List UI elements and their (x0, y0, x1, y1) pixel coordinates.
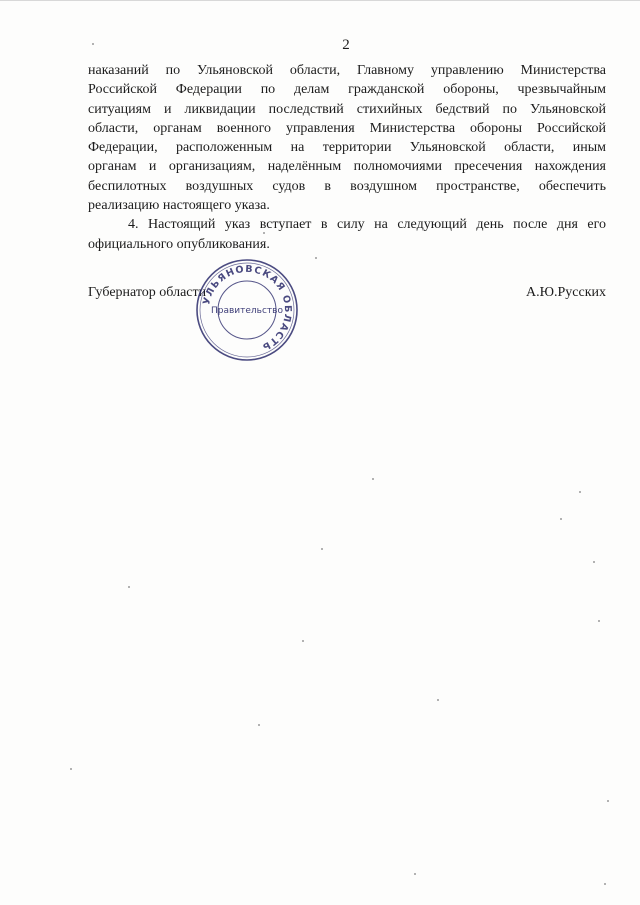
scan-speck (414, 873, 416, 875)
text-line: официального опубликования. (88, 236, 270, 252)
official-seal (194, 257, 300, 363)
scan-speck (258, 724, 260, 726)
text-line: Федерации, расположенным на территории Ульяновской области, иным (88, 140, 606, 156)
seal-center-text: Правительство (211, 306, 283, 316)
scan-speck (560, 518, 562, 520)
scan-speck (593, 561, 595, 563)
text-line: области, органам военного управления Министерства обороны Российской (88, 120, 606, 136)
paragraph-item-4 (88, 215, 606, 254)
scan-edge (0, 0, 640, 1)
scan-speck (604, 883, 606, 885)
scan-speck (92, 43, 94, 45)
paragraph-continuation (88, 61, 606, 215)
scan-speck (128, 586, 130, 588)
text-line: ситуациям и ликвидации последствий стихийных бедствий по Ульяновской (88, 101, 606, 117)
scan-speck (598, 620, 600, 622)
seal-stamp-icon (194, 257, 300, 363)
page-number: 2 (342, 37, 350, 53)
scan-speck (263, 232, 265, 234)
document-body (88, 61, 606, 254)
seal-ring-text: УЛЬЯНОВСКАЯ ОБЛАСТЬ (201, 263, 294, 353)
scan-speck (437, 699, 439, 701)
scan-speck (579, 491, 581, 493)
scan-speck (321, 548, 323, 550)
scan-speck (607, 800, 609, 802)
text-line: наказаний по Ульяновской области, Главному управлению Министерства (88, 63, 606, 78)
scan-speck (315, 257, 317, 259)
text-line: органам и организациям, наделённым полномочиями пресечения нахождения (88, 159, 606, 175)
text-line: беспилотных воздушных судов в воздушном пространстве, обеспечить (88, 178, 606, 194)
signer-name: А.Ю.Русских (525, 285, 606, 300)
text-line: реализацию настоящего указа. (88, 198, 270, 214)
scan-speck (70, 768, 72, 770)
scan-speck (372, 478, 374, 480)
text-line: Российской Федерации по делам гражданской обороны, чрезвычайным (88, 82, 606, 98)
text-line: 4. Настоящий указ вступает в силу на следующий день после дня его (128, 217, 606, 233)
scan-speck (302, 640, 304, 642)
signer-title: Губернатор области (88, 285, 207, 300)
